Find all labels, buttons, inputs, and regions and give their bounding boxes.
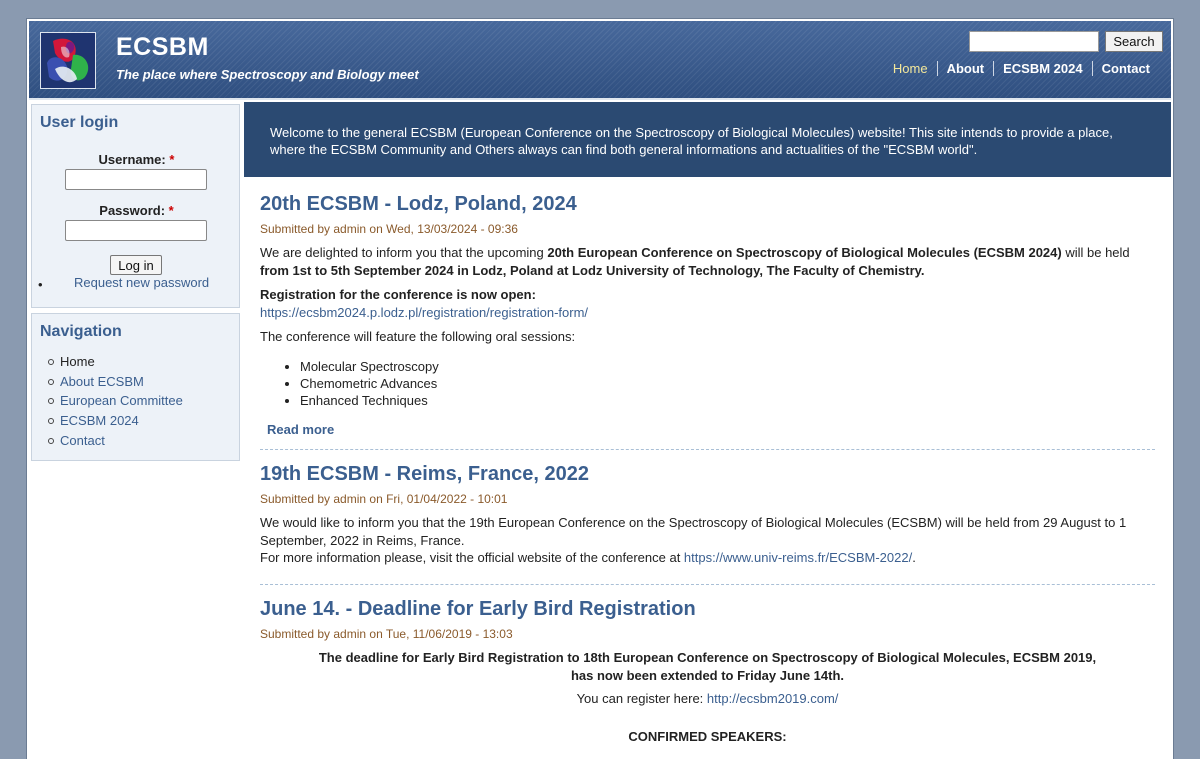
logo-graphic: [41, 33, 96, 89]
mission-banner: Welcome to the general ECSBM (European Conference on the Spectroscopy of Biological Molecules) website! This site intends to provide a place, where the ECSBM Community and Others always can find both general informations and actualities of the "ECSBM world".: [244, 102, 1171, 177]
deadline-notice: [260, 649, 1155, 684]
article-body: We would like to inform you that the 19th European Conference on the Spectroscopy of Biological Molecules (ECSBM) will be held from 29 August to 1 September, 2022 in Reims, France.: [260, 515, 1127, 548]
required-marker: *: [169, 152, 175, 167]
request-password-link[interactable]: Request new password: [74, 275, 210, 290]
site-logo[interactable]: [40, 32, 96, 89]
intro-text: will be held: [1061, 245, 1130, 260]
register-text: You can register here:: [576, 691, 707, 706]
primary-link-about[interactable]: About: [937, 61, 994, 76]
sessions-intro: The conference will feature the following oral sessions:: [260, 329, 576, 344]
primary-link-home[interactable]: Home: [892, 61, 928, 76]
bullet-icon: •: [38, 277, 43, 292]
article-title[interactable]: [260, 193, 1155, 216]
username-field[interactable]: [65, 169, 207, 190]
primary-links: [884, 61, 1159, 76]
page-container: [27, 19, 1173, 759]
nav-item-about-ecsbm[interactable]: [44, 373, 183, 393]
nav-item-home[interactable]: [44, 353, 183, 373]
user-login-block: [31, 104, 240, 308]
nav-item-link[interactable]: About ECSBM: [60, 373, 144, 389]
article-title-link[interactable]: 19th ECSBM - Reims, France, 2022: [260, 463, 590, 485]
article-title[interactable]: [260, 598, 1155, 621]
article-title-link[interactable]: June 14. - Deadline for Early Bird Registration: [260, 598, 696, 620]
register-link[interactable]: http://ecsbm2019.com/: [706, 691, 839, 706]
more-info-text: .: [912, 550, 916, 565]
node-separator: [260, 584, 1155, 585]
site-name[interactable]: ECSBM: [116, 33, 209, 61]
nav-item-link[interactable]: ECSBM 2024: [60, 413, 139, 429]
navigation-list: [44, 353, 183, 451]
nav-item-ecsbm-2024[interactable]: [44, 412, 183, 432]
search-input[interactable]: [969, 31, 1099, 52]
article-node: [260, 193, 1155, 438]
nav-item-label: Home: [60, 354, 95, 369]
article-title[interactable]: [260, 463, 1155, 486]
navigation-block: [31, 313, 240, 461]
nav-item-european-committee[interactable]: [44, 392, 183, 412]
session-item: • Molecular Spectroscopy: [300, 358, 1155, 375]
intro-text: We are delighted to inform you that the upcoming: [260, 245, 548, 260]
register-line: [260, 690, 1155, 708]
article-node: [260, 463, 1155, 567]
intro-bold-text: from 1st to 5th September 2024 in Lodz, Poland at Lodz University of Technology, The Faculty of Chemistry.: [260, 262, 925, 278]
site-slogan: The place where Spectroscopy and Biology meet: [116, 67, 419, 82]
node-separator: [260, 449, 1155, 450]
nav-item-contact[interactable]: [44, 432, 183, 452]
nav-item-link[interactable]: European Committee: [60, 393, 183, 409]
password-field[interactable]: [65, 220, 207, 241]
deadline-line: has now been extended to Friday June 14th.: [570, 667, 845, 683]
search-button[interactable]: Search: [1105, 31, 1163, 52]
submitted-info: Submitted by admin on Tue, 11/06/2019 - 13:03: [260, 627, 513, 641]
submitted-info: Submitted by admin on Wed, 13/03/2024 - 09:36: [260, 222, 518, 236]
more-info: [260, 549, 1155, 567]
site-header: [29, 21, 1171, 100]
login-button[interactable]: Log in: [110, 255, 162, 275]
navigation-title: Navigation: [40, 323, 122, 340]
article-title-link[interactable]: 20th ECSBM - Lodz, Poland, 2024: [260, 193, 577, 215]
deadline-line: The deadline for Early Bird Registration to 18th European Conference on Spectroscopy of Biological Molecules, ECSBM 2019,: [318, 650, 1097, 665]
article-node: [260, 598, 1155, 745]
username-label: [32, 152, 241, 167]
registration-link[interactable]: https://ecsbm2024.p.lodz.pl/registration/registration-form/: [260, 304, 589, 320]
nav-item-link[interactable]: Contact: [60, 432, 105, 448]
password-label: [32, 203, 241, 218]
intro-bold-text: 20th European Conference on Spectroscopy of Biological Molecules (ECSBM 2024): [547, 245, 1062, 260]
username-label-text: Username:: [98, 152, 166, 167]
primary-link-ecsbm-2024[interactable]: ECSBM 2024: [993, 61, 1091, 76]
user-login-title: User login: [40, 114, 119, 131]
more-info-text: For more information please, visit the official website of the conference at: [260, 550, 684, 565]
conference-website-link[interactable]: https://www.univ-reims.fr/ECSBM-2022/: [683, 550, 913, 565]
submitted-info: Submitted by admin on Fri, 01/04/2022 - 10:01: [260, 492, 508, 506]
password-label-text: Password:: [99, 203, 166, 218]
sessions-list: [260, 358, 1155, 409]
registration-block: [260, 286, 1155, 321]
required-marker: *: [168, 203, 174, 218]
primary-link-contact[interactable]: Contact: [1092, 61, 1159, 76]
read-more-link[interactable]: Read more: [267, 421, 335, 437]
article-intro: [260, 244, 1155, 279]
registration-heading: Registration for the conference is now open:: [260, 287, 536, 302]
session-item: • Chemometric Advances: [300, 375, 1155, 392]
confirmed-speakers-heading: CONFIRMED SPEAKERS:: [628, 728, 787, 744]
session-item: • Enhanced Techniques: [300, 392, 1155, 409]
